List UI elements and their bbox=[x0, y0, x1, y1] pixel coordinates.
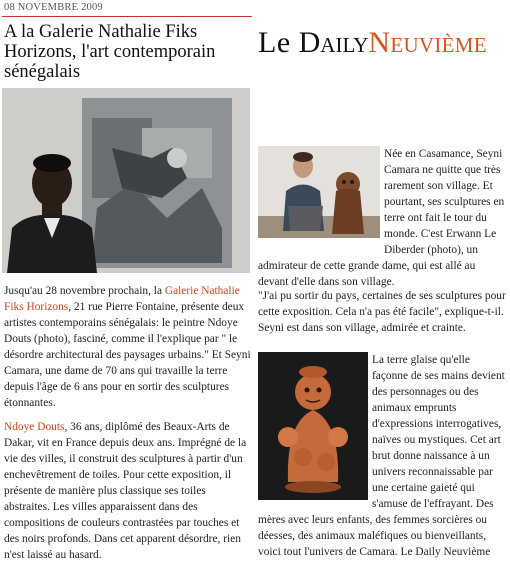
article-date: 08 NOVEMBRE 2009 bbox=[4, 2, 103, 13]
paragraph-intro: Jusqu'au 28 novembre prochain, la Galerie Nathalie Fiks Horizons, 21 rue Pierre Fontaine, présente deux artistes contemporains sénégalais: le peintre Ndoye Douts (photo), fasciné, comme il l'explique par " le désordre architectural des paysages urbains." Et Seyni Camara, une dame de 70 ans qui travaille la terre depuis l'âge de 6 ans pour en sortir des sculptures étonnantes. bbox=[4, 285, 251, 409]
masthead-le: Le bbox=[258, 26, 299, 59]
photo-ndoye-douts bbox=[2, 88, 250, 273]
gallery-link[interactable]: Galerie Nathalie Fiks Horizons bbox=[4, 285, 240, 313]
right-paragraph-3 bbox=[258, 352, 508, 560]
left-column-text bbox=[4, 283, 252, 571]
masthead-daily: Daily bbox=[298, 26, 369, 59]
ndoye-douts-link[interactable]: Ndoye Douts bbox=[4, 421, 65, 433]
photo-spacer bbox=[258, 146, 380, 246]
paragraph-text: La terre glaise qu'elle façonne de ses mains devient des personnages ou des animaux emprunts d'expressions interrogatives, naïves ou mystiques. Cet art brut donne naissance à un univers reconnaissable par une certaine gaieté qui s'amuse de l'effrayant. Des mères avec leurs enfants, des femmes sorcières ou déesses, des animaux maléfiques ou bienveillants, voici tout l'univers de Camara. Le Daily Neuvième bbox=[258, 354, 505, 558]
masthead-logo[interactable] bbox=[258, 26, 508, 60]
masthead-neuvieme: Neuvième bbox=[368, 26, 487, 59]
article-title: A la Galerie Nathalie Fiks Horizons, l'art contemporain sénégalais bbox=[4, 22, 216, 82]
date-divider bbox=[2, 16, 252, 17]
right-paragraph-1 bbox=[258, 146, 508, 290]
paragraph-text: Née en Casamance, Seyni Camara ne quitte que très rarement son village. Et pourtant, ses sculptures en terre ont fait le tour du monde. C'est Erwann Le Diberder (photo), un admirateur de cette grande dame, qui est allé au devant d'elle dans son village. bbox=[258, 148, 505, 288]
paragraph-ndoye: Ndoye Douts, 36 ans, diplômé des Beaux-Arts de Dakar, vit en France depuis deux ans. Imprégné de la vie des villes, il construit des sculptures à partir d'un enchevêtrement de toiles. Pour cette exposition, il présente de manière plus classique ses toiles abstraites. Les villes apparaissent dans des compositions de couleurs contrastées par touches et des noirs profonds. Dans cet apparent désordre, rien n'est laissé au hasard. bbox=[4, 421, 247, 561]
photo-spacer bbox=[258, 352, 368, 502]
right-paragraph-2: "J'ai pu sortir du pays, certaines de ses sculptures pour cette exposition. Cela n'a pas été facile", explique-t-il. Seyni est dans son village, admirée et crainte. bbox=[258, 290, 506, 334]
